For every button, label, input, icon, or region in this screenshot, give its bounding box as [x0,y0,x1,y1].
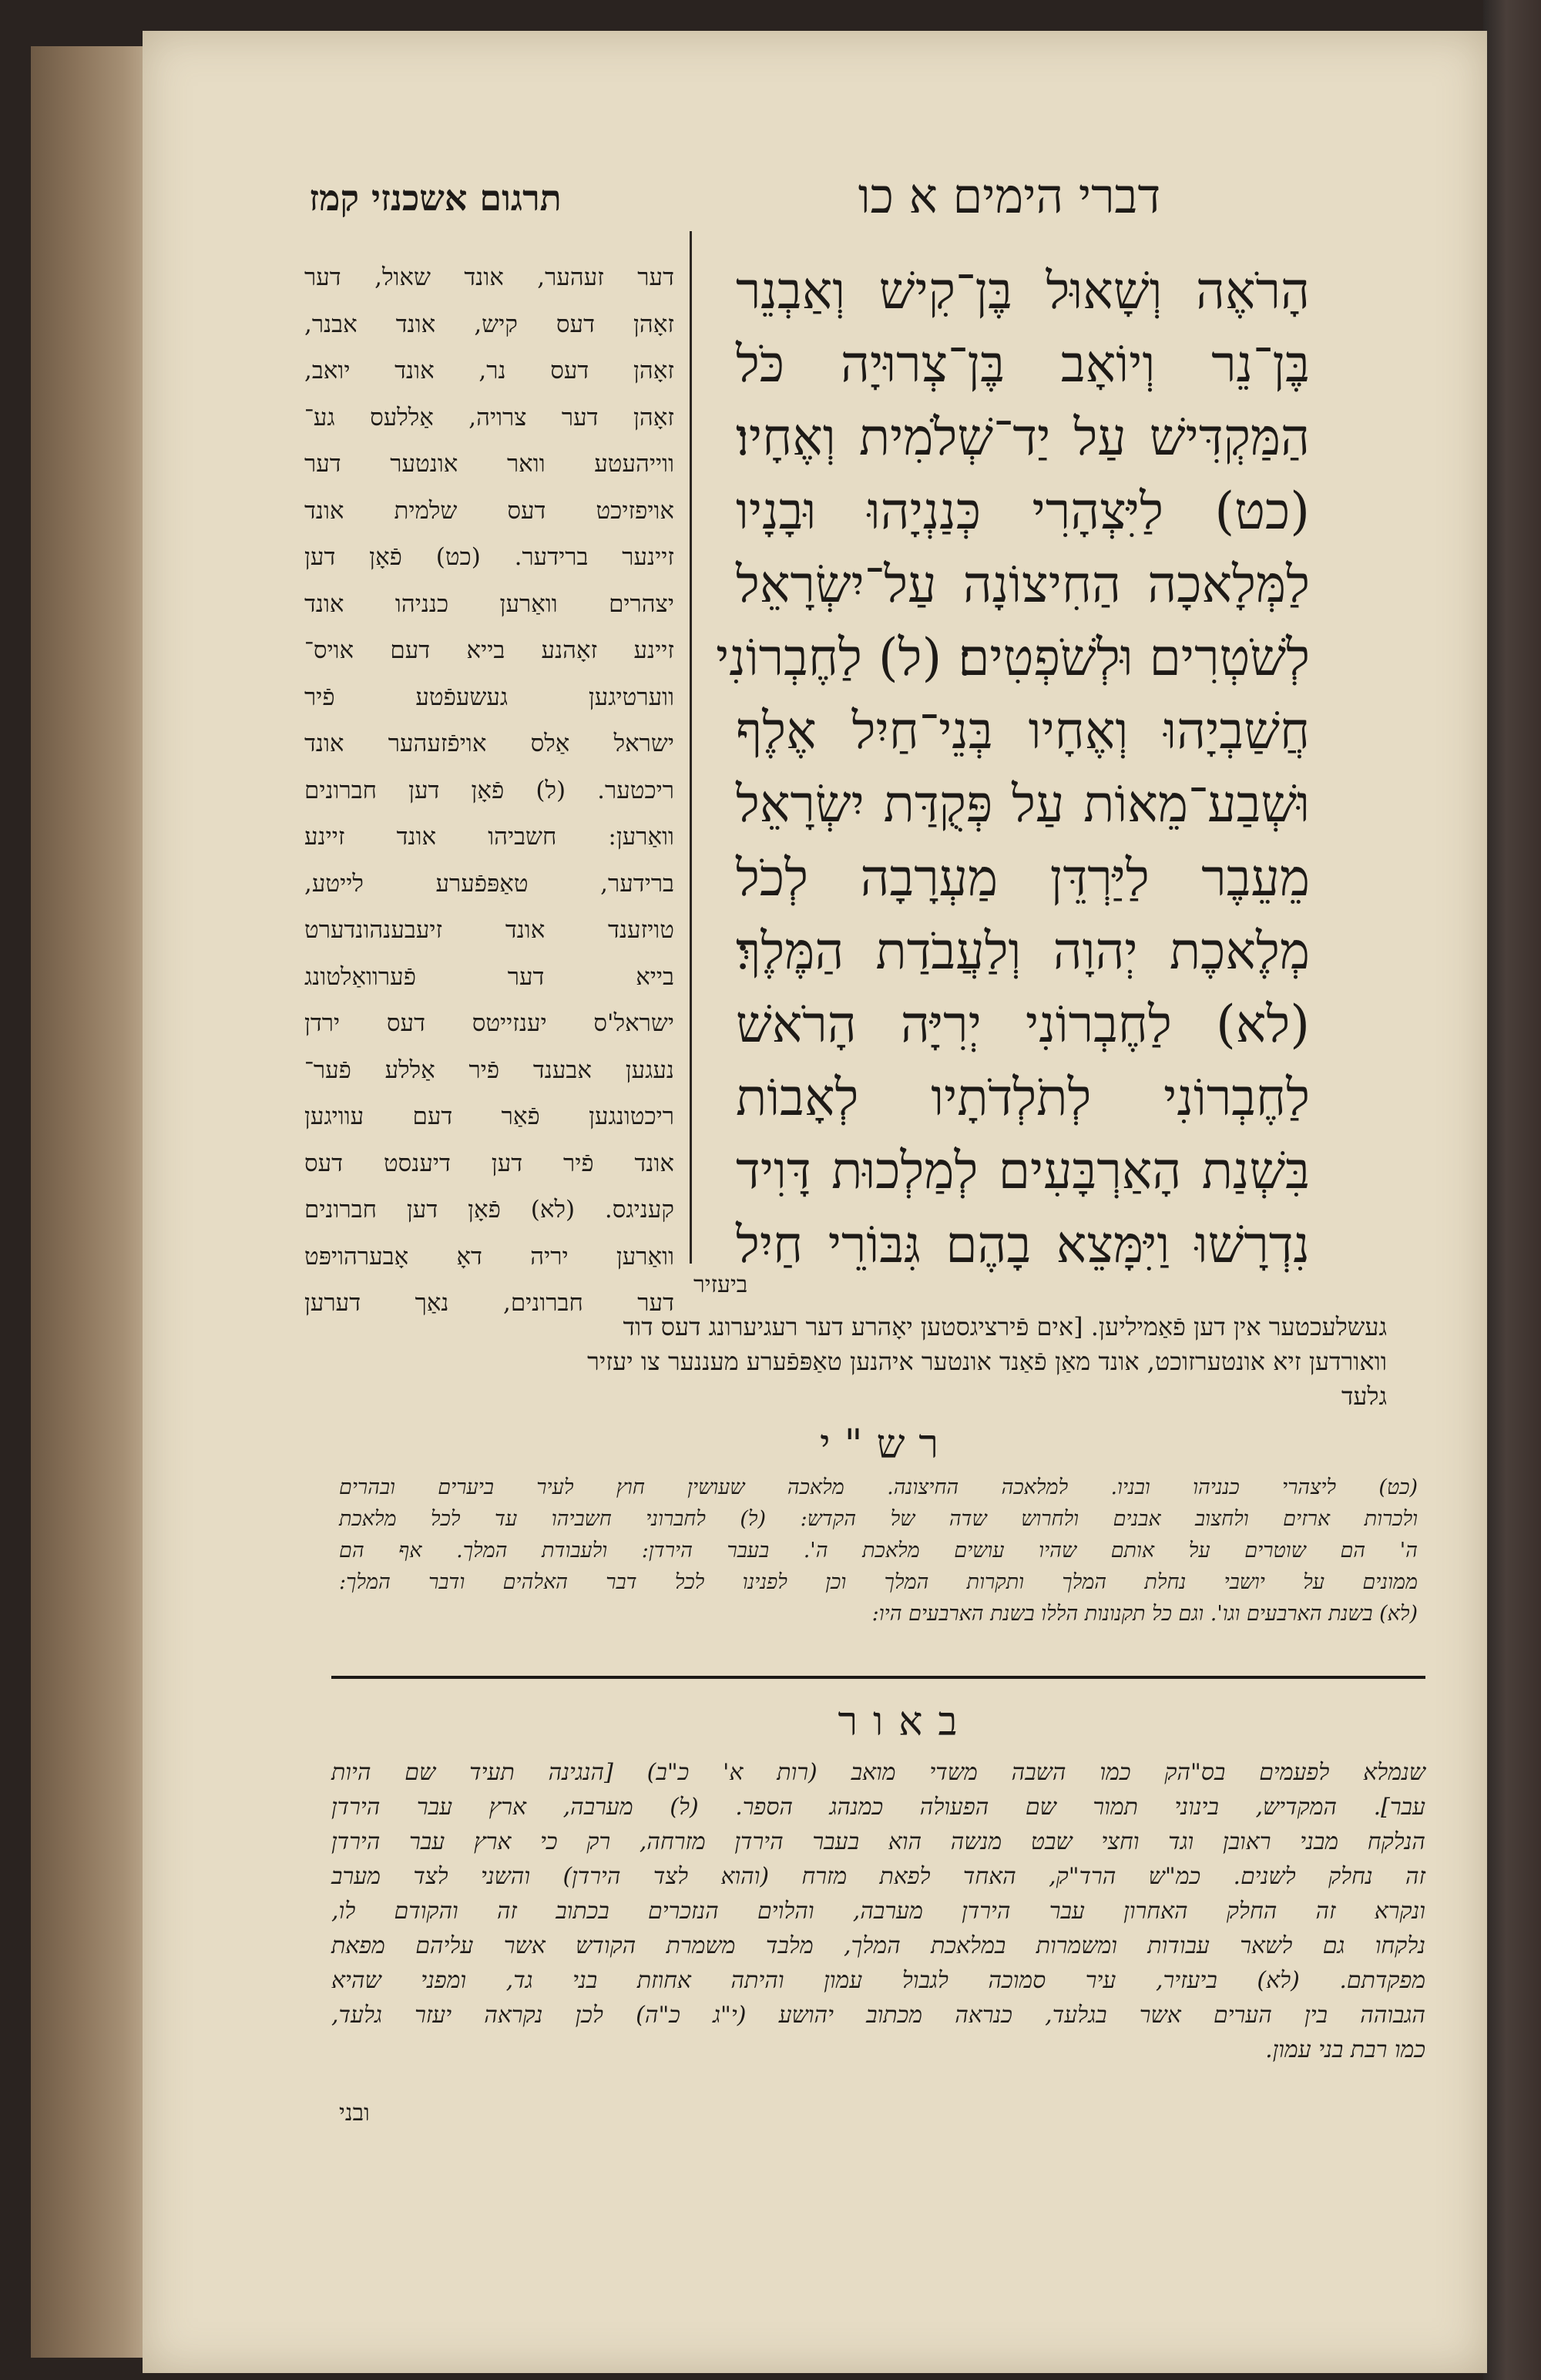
biur-line: מפקדתם. (לא) ביעזיר, עיר סמוכה לגבול עמון והיתה אחוזת בני גד, ומפני שהיא [331,1967,1425,1994]
scripture-running-head: דברי הימים א כו [858,168,1161,224]
targum-line: ווייהעטע וואר אונטער דער [304,450,674,478]
scripture-line: (לא) לַחֶבְרוֹנִי יְרִיָּה הָרֹאשׁ [736,995,1310,1055]
rashi-commentary [339,1472,1418,1630]
targum-line: ריכטער. (ל) פֿאָן דען חברונים [304,776,674,804]
targum-line: טויזענד אונד זיעבענהונדערט [304,916,674,944]
targum-continuation-line: גלעד [1341,1381,1387,1411]
targum-line: אונד פֿיר דען דיענסט דעס [304,1149,674,1177]
biur-catch-label: ביעזיר [693,1271,748,1298]
scripture-line: הַמַּקְדִּישׁ עַל יַד־שְׁלֹמִית וְאֶחָיו׃ [736,408,1310,468]
rashi-line: ממונים על יושבי נחלת המלך ותקרות המלך וכן לפנינו לכל דבר האלהים ודבר המלך: [339,1570,1418,1594]
biur-line: כמו רבת בני עמון. [1265,2036,1425,2063]
targum-line: זיינער ברידער. (כט) פֿאָן דען [304,543,674,571]
scripture-line: (כט) לַיִּצְהָרִי כְּנַנְיָהוּ וּבָנָיו [736,481,1310,541]
targum-continuation [324,1310,1387,1414]
targum-continuation-line: געשלעכטער אין דען פֿאַמיליען. [אים פֿירציגסטען יאָהרע דער רעגיערונג דעס דוד [623,1312,1387,1341]
targum-line: ישראל אַלס אויפֿזעהער אונד [304,730,674,757]
catchword: ובני [339,2100,370,2127]
targum-line: זיינע זאָהנע בייא דעם אויס־ [304,636,674,664]
biur-line: שנמלא לפעמים בס"הק כמו השבה משדי מואב (רות א' כ"ב) [הנגינה תעיד שם היות [331,1759,1425,1786]
targum-running-head: תרגום אשכנזי קמז [309,177,562,219]
rashi-title: רש"י [820,1422,952,1468]
targum-line: נעגען אבענד פֿיר אַללע פֿער־ [304,1056,674,1084]
biur-line: זה נחלק לשנים. כמ"ש הרד"ק, האחד לפאת מזרח (והוא לצד הירדן) והשני לצד מערב [331,1863,1425,1890]
scripture-line: מֵעֵבֶר לַיַּרְדֵּן מַעְרָבָה לְכֹל [736,848,1310,908]
targum-line: ווערטיגען געשעפֿטע פֿיר [304,683,674,711]
targum-line: ישראל'ס יענזייטס דעס ירדן [304,1009,674,1037]
targum-line: זאָהן דעס קיש, אונד אבנר, [304,310,674,338]
targum-line: וואַרען: חשביהו אונד זיינע [304,823,674,851]
targum-line: אויפזיכט דעס שלמית אונד [304,496,674,525]
targum-continuation-line: וואורדען זיא אונטערזוכט, אונד מאַן פֿאַנד אונטער איהנען טאַפּפֿערע מעננער צו יעזיר [587,1347,1387,1376]
rashi-line: ולכרות ארזים ולחצוב אבנים ולחרוש שדה של הקדש: (ל) לחברוני חשביהו עד לכל מלאכת [339,1507,1418,1531]
column-divider [690,231,692,1264]
rashi-line: ה' הם שוטרים על אותם שהיו עושים מלאכת ה'. בעבר הירדן: ולעבודת המלך. אף הם [339,1539,1418,1563]
targum-line: דער זעהער, אונד שאול, דער [304,264,674,291]
biur-line: הנלקח מבני ראובן וגד וחצי שבט מנשה הוא בעבר הירדן מזרחה, רק כי ארץ עבר הירדן [331,1828,1425,1855]
scripture-line: וּשְׁבַע־מֵאוֹת עַל פְּקֻדַּת יִשְׂרָאֵל [736,774,1310,834]
targum-line: זאָהן דער צרויה, אַללעס גע־ [304,403,674,431]
targum-column [304,254,674,1327]
targum-line: ברידער, טאַפּפֿערע לייטע, [304,869,674,898]
biur-line: ונקרא זה החלק האחרון עבר הירדן מערבה, והלוים הנזכרים בכתוב זה והקודם לו, [331,1898,1425,1925]
targum-line: ריכטונגען פֿאַר דעם עוויגען [304,1103,674,1130]
biur-line: נלקחו גם לשאר עבודות ומשמרות במלאכת המלך, מלבד משמרת הקודש אשר עליהם מפאת [331,1932,1425,1959]
book-cover-edge [1483,0,1541,2380]
targum-line: דער חברונים, נאַך דערען [304,1289,674,1317]
targum-line: זאָהן דעס נר, אונד יואב, [304,357,674,384]
scripture-line: לַחֶבְרוֹנִי לְתֹלְדֹתָיו לְאָבוֹת [736,1068,1310,1128]
targum-line: בייא דער פֿערוואַלטונג [304,962,674,991]
targum-line: קעניגס. (לא) פֿאָן דען חברונים [304,1196,674,1224]
rashi-line: (כט) ליצהרי כנניהו ובניו. למלאכה החיצונה. מלאכה שעושין חוץ לעיר ביערים ובהרים [339,1475,1418,1499]
scripture-line: בֶּן־נֵר וְיוֹאָב בֶּן־צְרוּיָה כֹּל [736,334,1310,394]
biur-line: עבר]. המקדיש, בינוני תמור שם הפעולה כמנהג הספר. (ל) מערבה, ארץ עבר הירדן [331,1794,1425,1821]
scripture-line: לְשֹׁטְרִים וּלְשֹׁפְטִים׃ (ל) לַחֶבְרוֹנִי [716,628,1310,688]
targum-line: וואַרען יריה דאָ אָבערהויפּט [304,1242,674,1271]
rashi-line: (לא) בשנת הארבעים וגו'. וגם כל תקנונות הללו בשנת הארבעים היו: [871,1602,1418,1626]
biur-commentary [331,1755,1425,2067]
scripture-line: בִּשְׁנַת הָאַרְבָּעִים לְמַלְכוּת דָּוִיד [736,1141,1310,1201]
scripture-line: חֲשַׁבְיָהוּ וְאֶחָיו בְּנֵי־חַיִל אֶלֶף [736,701,1310,761]
section-rule [331,1676,1425,1679]
scripture-line: נִדְרָשׁוּ וַיִּמָּצֵא בָהֶם גִּבּוֹרֵי חַיִל [736,1214,1310,1274]
scripture-column [716,254,1310,1281]
scripture-line: לַמְּלָאכָה הַחִיצוֹנָה עַל־יִשְׂרָאֵל [736,554,1310,614]
targum-line: יצהרים וואַרען כנניהו אונד [304,589,674,618]
biur-line: הגבוהה בין הערים אשר בגלעד, כנראה מכתוב יהושע (י"ג כ"ה) לכן נקראה יעזר גלעד, [331,2002,1425,2029]
scripture-line: מְלֶאכֶת יְהוָה וְלַעֲבֹדַת הַמֶּלֶךְ׃ [736,921,1310,981]
biur-title: באור [838,1699,973,1745]
scripture-line: הָרֹאֶה וְשָׁאוּל בֶּן־קִישׁ וְאַבְנֵר [736,261,1310,321]
book-page-edges [31,46,146,2358]
